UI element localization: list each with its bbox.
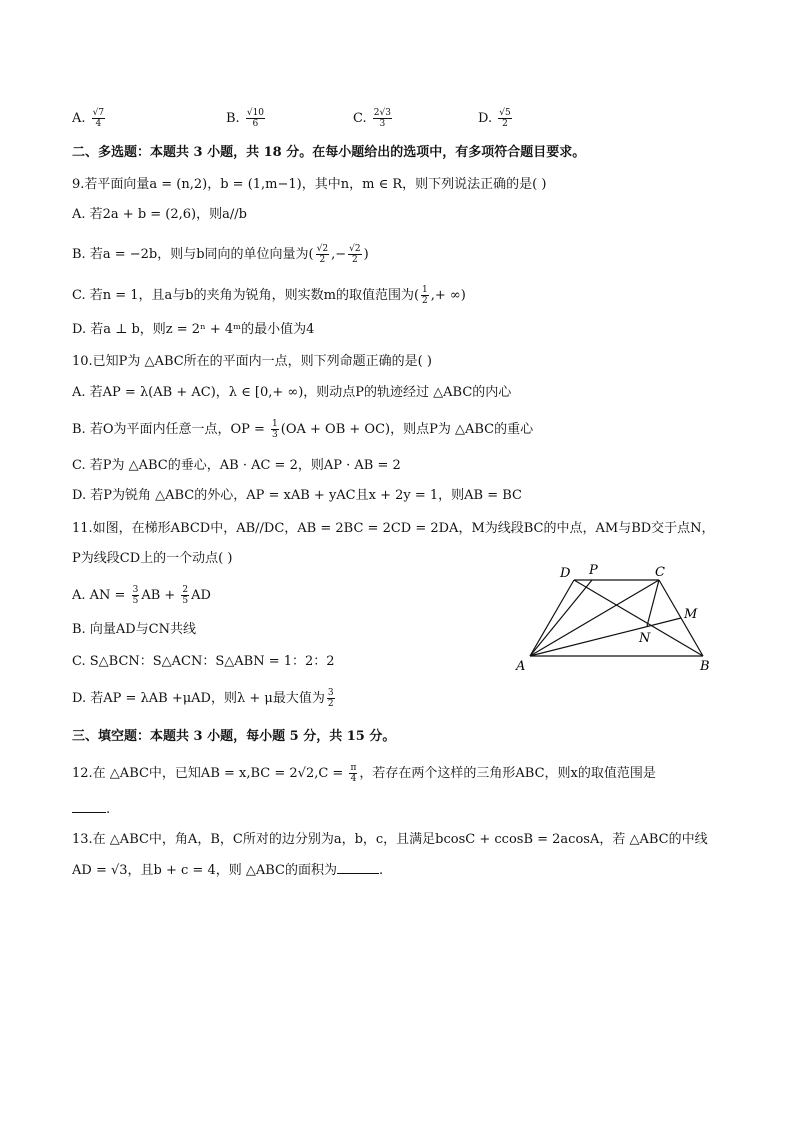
fraction-denominator: 2	[351, 255, 358, 265]
label-N: N	[639, 631, 651, 646]
q9-b-text: )	[363, 247, 369, 262]
option-fraction	[92, 108, 105, 129]
fraction	[349, 763, 357, 784]
option-label: B.	[226, 111, 240, 126]
section-heading-fill-blank: 三、填空题：本题共 3 小题，每小题 5 分，共 15 分。	[72, 729, 396, 744]
q9-option-b	[72, 244, 369, 265]
q10-stem: 10.已知P为 △ABC所在的平面内一点，则下列命题正确的是( )	[72, 354, 432, 369]
trapezoid-figure	[510, 560, 730, 678]
fraction-denominator: 3	[379, 119, 386, 129]
option-fraction	[373, 108, 392, 129]
q10-option-c: C. 若P为 △ABC的垂心，AB · AC = 2，则AP · AB = 2	[72, 458, 401, 473]
q9-c-text: C. 若n = 1，且a与b的夹角为锐角，则实数m的取值范围为(	[72, 288, 420, 303]
option-label: D.	[478, 111, 493, 126]
q9-option-a: A. 若2a + b = (2,6)，则a//b	[72, 207, 247, 222]
fraction-denominator: 3	[272, 430, 278, 440]
q11-option-d	[72, 688, 337, 709]
q10-option-a: A. 若AP = λ(AB + AC)，λ ∈ [0,+ ∞)，则动点P的轨迹经过 △ABC的内心	[72, 385, 512, 400]
option-label: C.	[353, 111, 367, 126]
q13-text: AD = √3，且b + c = 4，则 △ABC的面积为	[72, 863, 337, 878]
q11-stem-line2: P为线段CD上的一个动点( )	[72, 551, 233, 566]
fraction-numerator: √5	[499, 108, 511, 118]
label-M: M	[684, 607, 698, 622]
fraction	[327, 688, 335, 709]
q9-c-text: ,+ ∞)	[430, 288, 466, 303]
fraction-denominator: 2	[327, 699, 334, 709]
q9-option-c	[72, 285, 466, 306]
fraction-denominator: 5	[182, 596, 189, 606]
q11-stem-line1: 11.如图，在梯形ABCD中，AB//DC，AB = 2BC = 2CD = 2DA，M为线段BC的中点，AM与BD交于点N，	[72, 521, 715, 536]
option-a	[72, 108, 107, 129]
option-c	[353, 108, 394, 129]
fraction-numerator: √7	[92, 108, 105, 118]
q13-line1: 13.在 △ABC中，角A，B，C所对的边分别为a，b，c，且满足bcosC + ccosB = 2acosA，若 △ABC的中线	[72, 832, 708, 847]
option-b	[226, 108, 267, 129]
fraction	[421, 285, 429, 306]
q9-stem: 9.若平面向量a = (n,2)，b = (1,m−1)，其中n，m ∈ R，则下列说法正确的是( )	[72, 177, 547, 192]
option-fraction	[498, 108, 511, 129]
fraction-denominator: 4	[350, 774, 357, 784]
fraction	[132, 585, 140, 606]
q11-d-text: D. 若AP = λAB +μAD，则λ + μ最大值为	[72, 691, 325, 706]
q12-stem	[72, 763, 656, 784]
fraction-denominator: 6	[252, 119, 259, 129]
q11-option-a	[72, 585, 211, 606]
fraction-denominator: 2	[319, 255, 326, 265]
fraction-numerator: 3	[327, 688, 334, 698]
segment-CN	[647, 580, 659, 626]
fraction-numerator: √2	[349, 244, 361, 254]
q9-b-text: B. 若a = −2b，则与b同向的单位向量为(	[72, 247, 314, 262]
fraction	[348, 244, 361, 265]
section-heading-multiple-choice: 二、多选题：本题共 3 小题，共 18 分。在每小题给出的选项中，有多项符合题目要求。	[72, 145, 586, 160]
fraction-denominator: 2	[422, 296, 428, 306]
segment-AM	[530, 618, 681, 656]
option-label: A.	[72, 111, 86, 126]
segment-AP	[530, 580, 592, 656]
fraction-numerator: 3	[132, 585, 139, 595]
label-A: A	[516, 659, 526, 674]
q10-option-d: D. 若P为锐角 △ABC的外心，AP = xAB + yAC且x + 2y = 1，则AB = BC	[72, 488, 523, 503]
q11-a-text: AD	[191, 588, 211, 603]
q12-answer-line	[72, 800, 110, 820]
fraction	[271, 419, 279, 440]
q10-option-b	[72, 419, 533, 440]
fraction-numerator: 1	[422, 285, 428, 295]
label-D: D	[560, 566, 571, 581]
q12-text: 12.在 △ABC中，已知AB = x,BC = 2√2,C =	[72, 766, 348, 781]
fraction	[316, 244, 329, 265]
q12-text: ，若存在两个这样的三角形ABC，则x的取值范围是	[359, 766, 656, 781]
q12-end: .	[106, 802, 111, 817]
answer-blank[interactable]	[72, 800, 106, 813]
q9-b-text: ,−	[331, 247, 347, 262]
fraction-numerator: 1	[272, 419, 278, 429]
label-P: P	[589, 563, 598, 578]
fraction-denominator: 4	[95, 119, 102, 129]
option-fraction	[246, 108, 265, 129]
q11-a-text: AB +	[141, 588, 180, 603]
segment-AD	[530, 580, 574, 656]
q10-b-text: B. 若O为平面内任意一点，OP =	[72, 422, 270, 437]
q9-option-d: D. 若a ⊥ b，则z = 2ⁿ + 4ᵐ的最小值为4	[72, 322, 315, 337]
q11-option-c: C. S△BCN：S△ACN：S△ABN = 1：2：2	[72, 654, 335, 669]
fraction-numerator: π	[350, 763, 357, 773]
fraction-numerator: 2	[182, 585, 189, 595]
option-d	[478, 108, 514, 129]
fraction	[181, 585, 189, 606]
q13-text: .	[378, 863, 384, 878]
q10-b-text: (OA + OB + OC)，则点P为 △ABC的重心	[280, 422, 534, 437]
fraction-denominator: 5	[132, 596, 139, 606]
q13-line2	[72, 861, 383, 881]
q11-option-b: B. 向量AD与CN共线	[72, 622, 196, 637]
fraction-denominator: 2	[502, 119, 508, 129]
fraction-numerator: √10	[246, 108, 265, 118]
answer-blank[interactable]	[337, 861, 379, 874]
fraction-numerator: √2	[316, 244, 329, 254]
label-C: C	[655, 565, 665, 580]
fraction-numerator: 2√3	[373, 108, 391, 118]
label-B: B	[700, 659, 710, 674]
q11-a-text: A. AN =	[72, 588, 130, 603]
